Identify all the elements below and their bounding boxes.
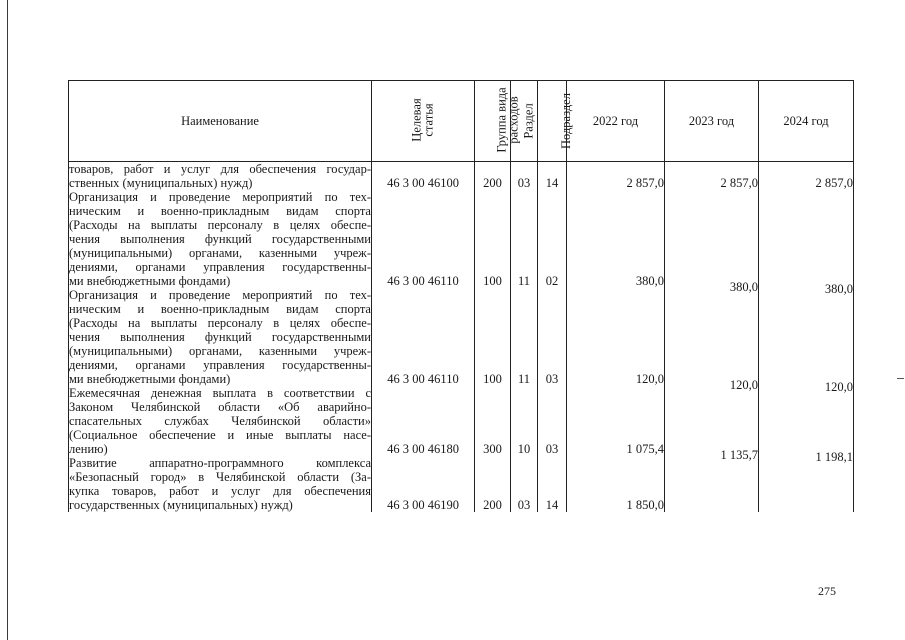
table-row bbox=[69, 288, 854, 386]
header-expense-group: Группа вида расходов bbox=[475, 81, 511, 162]
header-year-2022: 2022 год bbox=[567, 81, 665, 162]
row-value-2023 bbox=[665, 456, 759, 512]
row-expense-group-text: 300 bbox=[483, 442, 502, 456]
row-name-line: товаров, работ и услуг для обеспечения государ- bbox=[69, 162, 371, 176]
row-name-line: дениями, органами управления государственны- bbox=[69, 358, 371, 372]
row-name-line: лению) bbox=[69, 442, 108, 456]
row-value-2022 bbox=[567, 190, 665, 288]
row-name-cell bbox=[69, 456, 372, 512]
row-value-2022-text: 380,0 bbox=[635, 274, 664, 288]
row-section-text: 03 bbox=[517, 498, 531, 512]
row-section bbox=[511, 386, 538, 456]
header-target-article: Целевая статья bbox=[372, 81, 475, 162]
row-name-line: Ежемесячная денежная выплата в соответствии с bbox=[69, 386, 371, 400]
row-expense-group bbox=[475, 288, 511, 386]
row-target-article bbox=[372, 288, 475, 386]
row-value-2024 bbox=[759, 456, 854, 512]
row-expense-group-text: 100 bbox=[483, 372, 502, 386]
row-name-line: купка товаров, работ и услуг для обеспечения bbox=[69, 484, 371, 498]
row-name-cell bbox=[69, 386, 372, 456]
row-value-2022 bbox=[567, 456, 665, 512]
row-name-line: ственных (муниципальных) нужд) bbox=[69, 176, 253, 190]
row-name-line: (Социальное обеспечение и иные выплаты насе- bbox=[69, 428, 371, 442]
row-name-line: (муниципальными) органами, казенными учреж- bbox=[69, 344, 371, 358]
row-name-line: Организация и проведение мероприятий по тех- bbox=[69, 190, 371, 204]
row-section bbox=[511, 456, 538, 512]
row-name-line: ническим и военно-прикладным видам спорта bbox=[69, 302, 371, 316]
row-value-2022-text: 120,0 bbox=[635, 372, 664, 386]
row-subsection-text: 14 bbox=[545, 498, 559, 512]
row-value-2023-text: 380,0 bbox=[729, 280, 758, 294]
row-value-2023 bbox=[665, 288, 759, 392]
scan-speck bbox=[897, 378, 904, 379]
row-target-article-text: 46 3 00 46180 bbox=[387, 442, 459, 456]
row-value-2024 bbox=[759, 288, 854, 394]
row-value-2023 bbox=[665, 386, 759, 462]
row-name-line: спасательных службах Челябинской области» bbox=[69, 414, 371, 428]
row-target-article bbox=[372, 386, 475, 456]
header-section: Раздел bbox=[511, 81, 538, 162]
row-subsection bbox=[538, 386, 567, 456]
row-value-2022-text: 2 857,0 bbox=[626, 176, 664, 190]
row-expense-group bbox=[475, 162, 511, 191]
row-section-text: 11 bbox=[517, 274, 531, 288]
row-value-2024 bbox=[759, 190, 854, 296]
header-year-2023: 2023 год bbox=[665, 81, 759, 162]
row-target-article bbox=[372, 456, 475, 512]
row-subsection-text: 14 bbox=[545, 176, 559, 190]
row-subsection-text: 03 bbox=[545, 442, 559, 456]
row-target-article-text: 46 3 00 46190 bbox=[387, 498, 459, 512]
row-section bbox=[511, 288, 538, 386]
row-expense-group-text: 100 bbox=[483, 274, 502, 288]
row-value-2022 bbox=[567, 288, 665, 386]
row-name-line: (Расходы на выплаты персоналу в целях обеспе- bbox=[69, 218, 371, 232]
header-row bbox=[69, 81, 854, 162]
table-row bbox=[69, 162, 854, 191]
row-value-2022-text: 1 075,4 bbox=[626, 442, 664, 456]
row-name-cell bbox=[69, 162, 372, 191]
row-value-2023 bbox=[665, 190, 759, 294]
row-subsection bbox=[538, 190, 567, 288]
budget-table bbox=[68, 80, 854, 512]
row-value-2024 bbox=[759, 386, 854, 464]
row-name-line: (Расходы на выплаты персоналу в целях обеспе- bbox=[69, 316, 371, 330]
row-name-line: Организация и проведение мероприятий по тех- bbox=[69, 288, 371, 302]
row-expense-group-text: 200 bbox=[483, 498, 502, 512]
row-name-line: Развитие аппаратно-программного комплекса bbox=[69, 456, 371, 470]
row-name-line: (муниципальными) органами, казенными учреж- bbox=[69, 246, 371, 260]
row-value-2022 bbox=[567, 162, 665, 191]
row-section-text: 03 bbox=[517, 176, 531, 190]
header-name: Наименование bbox=[69, 81, 372, 162]
row-name-line: ническим и военно-прикладным видам спорта bbox=[69, 204, 371, 218]
row-value-2024-text: 380,0 bbox=[824, 282, 853, 296]
row-value-2023 bbox=[665, 162, 759, 191]
row-target-article-text: 46 3 00 46100 bbox=[387, 176, 459, 190]
page-number: 275 bbox=[818, 584, 836, 598]
row-target-article-text: 46 3 00 46110 bbox=[387, 274, 459, 288]
row-value-2022 bbox=[567, 386, 665, 456]
header-year-2024: 2024 год bbox=[759, 81, 854, 162]
row-value-2023-text: 1 135,7 bbox=[720, 448, 758, 462]
row-subsection bbox=[538, 456, 567, 512]
row-name-line: чения выполнения функций государственными bbox=[69, 232, 371, 246]
row-subsection-text: 02 bbox=[545, 274, 559, 288]
row-subsection bbox=[538, 288, 567, 386]
row-name-line: чения выполнения функций государственными bbox=[69, 330, 371, 344]
row-value-2024-text: 1 198,1 bbox=[815, 450, 853, 464]
row-value-2024-text: 120,0 bbox=[824, 380, 853, 394]
table-row bbox=[69, 386, 854, 456]
row-value-2024-text: 2 857,0 bbox=[815, 176, 853, 190]
row-expense-group bbox=[475, 190, 511, 288]
row-target-article-text: 46 3 00 46110 bbox=[387, 372, 459, 386]
row-name-line: ми внебюджетными фондами) bbox=[69, 372, 231, 386]
row-name-line: Законом Челябинской области «Об аварийно- bbox=[69, 400, 371, 414]
table-row bbox=[69, 456, 854, 512]
row-expense-group bbox=[475, 386, 511, 456]
row-name-line: государственных (муниципальных) нужд) bbox=[69, 498, 293, 512]
row-section bbox=[511, 162, 538, 191]
table-row bbox=[69, 190, 854, 288]
row-expense-group-text: 200 bbox=[483, 176, 502, 190]
row-name-cell bbox=[69, 288, 372, 386]
row-subsection bbox=[538, 162, 567, 191]
row-expense-group bbox=[475, 456, 511, 512]
row-target-article bbox=[372, 190, 475, 288]
row-value-2024 bbox=[759, 162, 854, 191]
scan-margin-line bbox=[7, 0, 8, 640]
row-value-2023-text: 120,0 bbox=[729, 378, 758, 392]
row-name-line: «Безопасный город» в Челябинской области (За- bbox=[69, 470, 371, 484]
row-value-2022-text: 1 850,0 bbox=[626, 498, 664, 512]
row-target-article bbox=[372, 162, 475, 191]
header-subsection: Подраздел bbox=[538, 81, 567, 162]
row-name-line: ми внебюджетными фондами) bbox=[69, 274, 231, 288]
row-name-line: дениями, органами управления государственны- bbox=[69, 260, 371, 274]
row-section bbox=[511, 190, 538, 288]
row-section-text: 10 bbox=[517, 442, 531, 456]
row-subsection-text: 03 bbox=[545, 372, 559, 386]
row-section-text: 11 bbox=[517, 372, 531, 386]
row-name-cell bbox=[69, 190, 372, 288]
row-value-2023-text: 2 857,0 bbox=[720, 176, 758, 190]
